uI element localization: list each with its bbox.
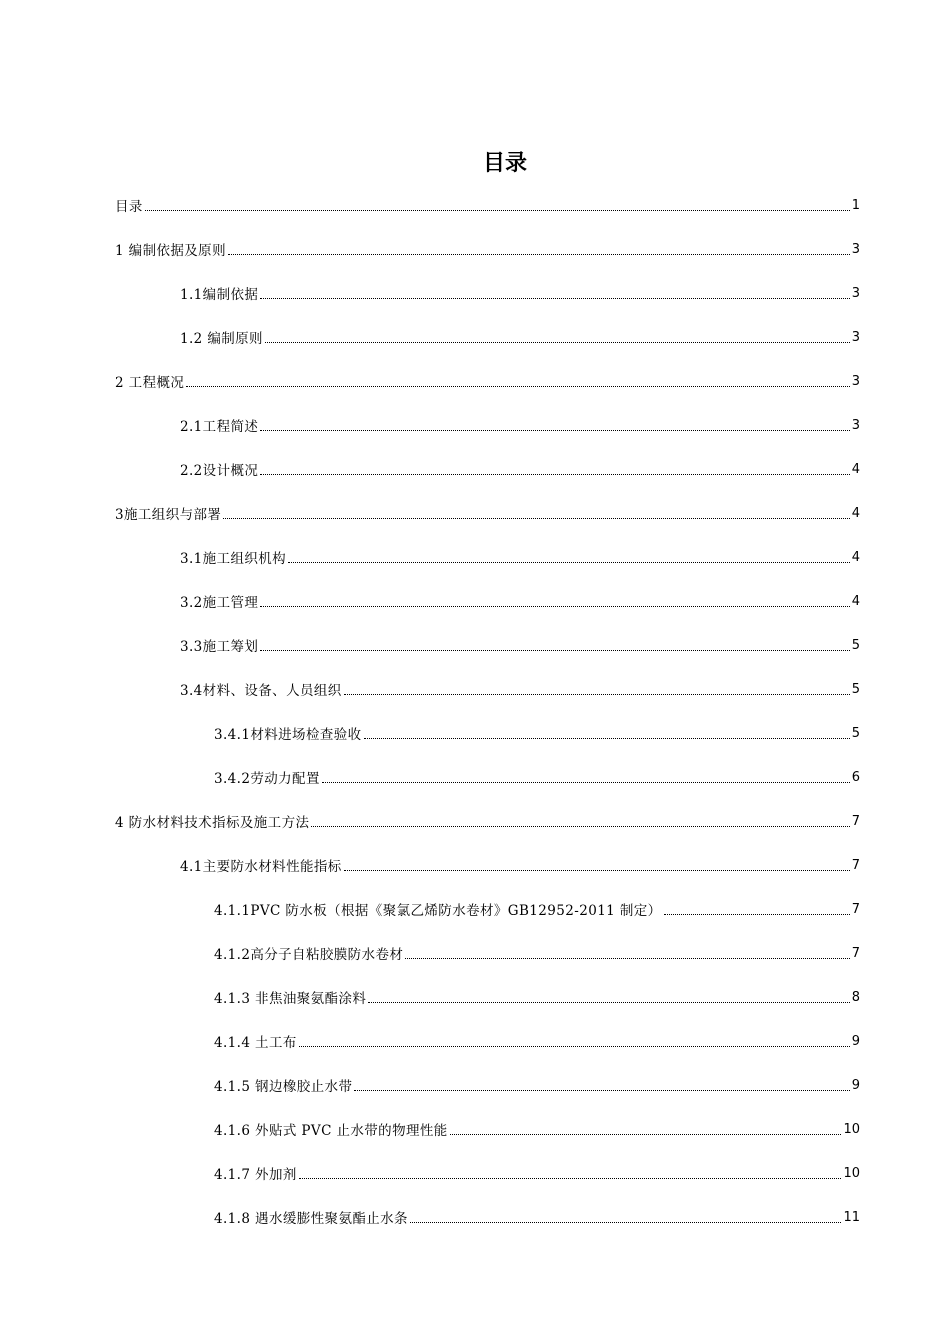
toc-entry-text: 4.1.1PVC 防水板（根据《聚氯乙烯防水卷材》GB12952-2011 制定）	[214, 903, 662, 919]
toc-page-number: 7	[851, 901, 860, 917]
toc-entry[interactable]	[180, 630, 860, 660]
toc-dot-leader	[344, 694, 850, 695]
toc-page-number: 4	[851, 593, 860, 609]
toc-page-number: 3	[851, 285, 860, 301]
toc-page-number: 6	[851, 769, 860, 785]
toc-dot-leader	[450, 1134, 842, 1135]
toc-page-number: 4	[851, 505, 860, 521]
toc-page-number: 3	[851, 329, 860, 345]
toc-dot-leader	[299, 1178, 842, 1179]
toc-entry[interactable]	[180, 586, 860, 616]
toc-entry-text: 3.4.2劳动力配置	[214, 771, 320, 787]
toc-entry-text: 2.1工程简述	[180, 419, 259, 435]
toc-page-number: 7	[851, 945, 860, 961]
toc-page-number: 1	[851, 197, 860, 213]
toc-entry-text: 4 防水材料技术指标及施工方法	[115, 815, 310, 831]
toc-page-number: 5	[851, 725, 860, 741]
toc-entry[interactable]	[180, 322, 860, 352]
toc-entry-text: 4.1.4 土工布	[214, 1035, 297, 1051]
toc-page-number: 10	[843, 1165, 860, 1181]
toc-entry-text: 4.1.5 钢边橡胶止水带	[214, 1079, 353, 1095]
toc-dot-leader	[368, 1002, 849, 1003]
toc-page-number: 3	[851, 241, 860, 257]
toc-entry-text: 3.4材料、设备、人员组织	[180, 683, 342, 699]
toc-entry[interactable]	[214, 718, 860, 748]
toc-entry[interactable]	[115, 806, 860, 836]
toc-entry[interactable]	[214, 1158, 860, 1188]
toc-entry-text: 4.1主要防水材料性能指标	[180, 859, 342, 875]
toc-entry[interactable]	[214, 1114, 860, 1144]
toc-entry[interactable]	[180, 278, 860, 308]
toc-dot-leader	[344, 870, 850, 871]
toc-entry-text: 目录	[115, 199, 143, 215]
toc-dot-leader	[260, 298, 849, 299]
toc-entry[interactable]	[180, 410, 860, 440]
toc-page-number: 10	[843, 1121, 860, 1137]
toc-entry-text: 1 编制依据及原则	[115, 243, 226, 259]
toc-page-number: 7	[851, 813, 860, 829]
toc-entry[interactable]	[214, 894, 860, 924]
toc-entry-text: 3.2施工管理	[180, 595, 259, 611]
toc-entry-text: 3.1施工组织机构	[180, 551, 287, 567]
toc-page-number: 4	[851, 461, 860, 477]
toc-page-number: 9	[851, 1077, 860, 1093]
toc-entry[interactable]	[214, 762, 860, 792]
toc-dot-leader	[228, 254, 850, 255]
toc-dot-leader	[288, 562, 850, 563]
toc-page-number: 8	[851, 989, 860, 1005]
toc-dot-leader	[260, 606, 849, 607]
toc-entry-text: 4.1.8 遇水缓膨性聚氨酯止水条	[214, 1211, 408, 1227]
toc-dot-leader	[260, 650, 849, 651]
toc-entry[interactable]	[115, 366, 860, 396]
toc-dot-leader	[186, 386, 849, 387]
toc-page-number: 5	[851, 681, 860, 697]
toc-entry-text: 1.2 编制原则	[180, 331, 263, 347]
toc-page-number: 4	[851, 549, 860, 565]
toc-dot-leader	[364, 738, 850, 739]
toc-title: 目录	[482, 151, 527, 176]
toc-entry-text: 3施工组织与部署	[115, 507, 222, 523]
toc-entry[interactable]	[180, 454, 860, 484]
toc-entry[interactable]	[214, 938, 860, 968]
toc-entry-text: 2.2设计概况	[180, 463, 259, 479]
toc-page-number: 11	[843, 1209, 860, 1225]
toc-entry-text: 4.1.7 外加剂	[214, 1167, 297, 1183]
toc-entry[interactable]	[180, 850, 860, 880]
toc-entry[interactable]	[214, 1070, 860, 1100]
toc-entry[interactable]	[180, 674, 860, 704]
toc-dot-leader	[405, 958, 849, 959]
toc-dot-leader	[322, 782, 850, 783]
toc-entry-text: 2 工程概况	[115, 375, 185, 391]
toc-entry[interactable]	[214, 1026, 860, 1056]
toc-entry-text: 3.3施工筹划	[180, 639, 259, 655]
toc-dot-leader	[260, 430, 849, 431]
toc-entry[interactable]	[115, 190, 860, 220]
toc-entry-text: 1.1编制依据	[180, 287, 259, 303]
toc-entry[interactable]	[180, 542, 860, 572]
toc-dot-leader	[145, 210, 850, 211]
toc-page-number: 3	[851, 373, 860, 389]
toc-entry-text: 4.1.3 非焦油聚氨酯涂料	[214, 991, 367, 1007]
toc-dot-leader	[664, 914, 850, 915]
toc-page-number: 9	[851, 1033, 860, 1049]
toc-entry[interactable]	[115, 234, 860, 264]
toc-entry-text: 4.1.2高分子自粘胶膜防水卷材	[214, 947, 404, 963]
toc-page-number: 7	[851, 857, 860, 873]
toc-dot-leader	[311, 826, 849, 827]
toc-dot-leader	[410, 1222, 842, 1223]
toc-entry[interactable]	[214, 982, 860, 1012]
toc-dot-leader	[354, 1090, 849, 1091]
toc-entry-text: 3.4.1材料进场检查验收	[214, 727, 362, 743]
toc-dot-leader	[223, 518, 849, 519]
toc-entry-text: 4.1.6 外贴式 PVC 止水带的物理性能	[214, 1123, 448, 1139]
toc-entry[interactable]	[115, 498, 860, 528]
toc-dot-leader	[265, 342, 850, 343]
toc-entry[interactable]	[214, 1202, 860, 1232]
toc-dot-leader	[299, 1046, 850, 1047]
toc-page-number: 5	[851, 637, 860, 653]
toc-page-number: 3	[851, 417, 860, 433]
toc-dot-leader	[260, 474, 849, 475]
